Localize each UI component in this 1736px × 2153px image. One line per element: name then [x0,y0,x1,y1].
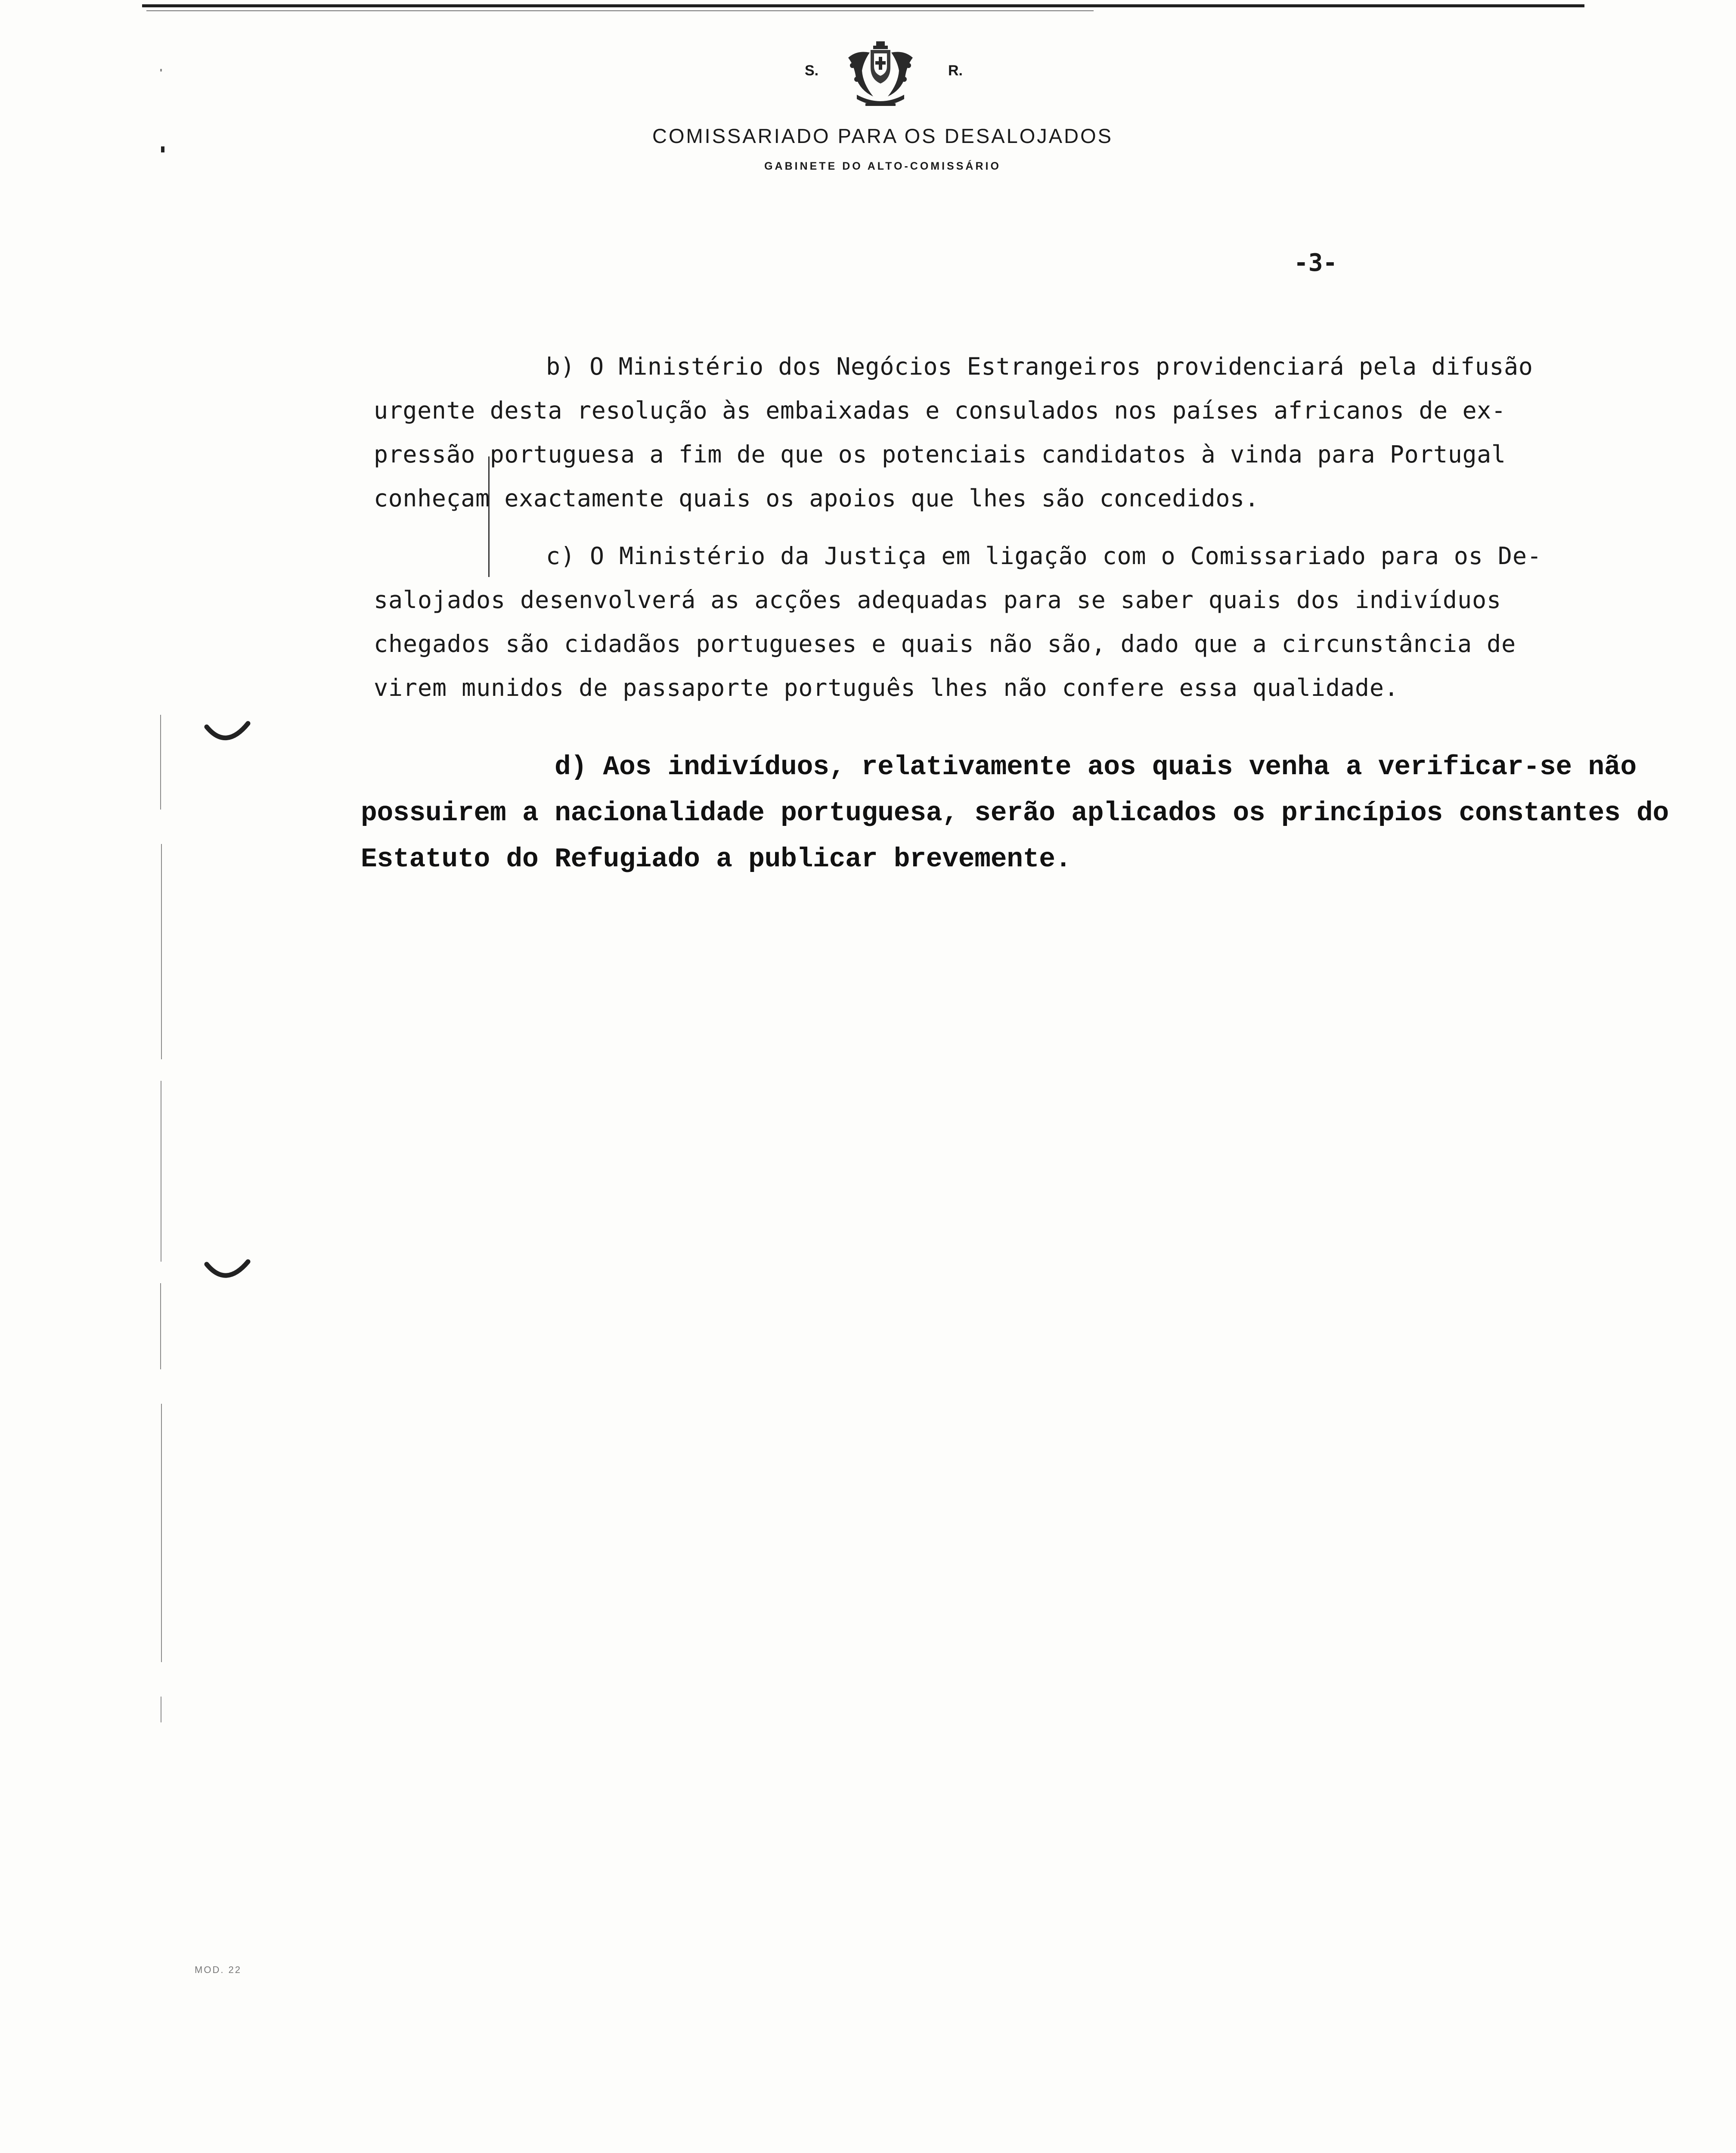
paragraph-d [361,744,1669,882]
paragraph-line: chegados são cidadãos portugueses e quais não são, dado que a circunstância de [374,630,1516,658]
page-number: -3- [1294,249,1338,277]
paragraph-line: conheçam exactamente quais os apoios que lhes são concedidos. [374,484,1259,512]
paragraph-line: Estatuto do Refugiado a publicar brevemente. [361,844,1072,875]
paragraph-line: urgente desta resolução às embaixadas e consulados nos países africanos de ex- [374,397,1506,424]
top-rule-thin [146,10,1094,11]
paragraph-line: possuirem a nacionalidade portuguesa, serão aplicados os princípios constantes do [361,798,1669,828]
paragraph-line: d) Aos indivíduos, relativamente aos quais venha a verificar-se não [555,752,1637,782]
punch-hole-mark [203,1257,251,1287]
form-code: MOD. 22 [195,1964,242,1975]
paragraph-line: pressão portuguesa a fim de que os potenciais candidatos à vinda para Portugal [374,441,1506,468]
office-name: GABINETE DO ALTO-COMISSÁRIO [764,160,1001,172]
paragraph-b [374,344,1533,520]
scan-edge-marks [155,69,168,1748]
top-rule [142,4,1584,7]
header-letter-s: S. [805,62,819,79]
paragraph-line: b) O Ministério dos Negócios Estrangeiros providenciará pela difusão [546,353,1533,380]
coat-of-arms-icon [840,40,921,109]
header-letter-r: R. [948,62,963,79]
paragraph-line: virem munidos de passaporte português lhes não confere essa qualidade. [374,674,1399,701]
punch-hole-mark [203,719,251,749]
paragraph-line: salojados desenvolverá as acções adequadas para se saber quais dos indivíduos [374,586,1501,614]
organization-name: COMISSARIADO PARA OS DESALOJADOS [652,124,1113,147]
paragraph-c [374,534,1542,710]
paragraph-line: c) O Ministério da Justiça em ligação com o Comissariado para os De- [546,542,1542,570]
